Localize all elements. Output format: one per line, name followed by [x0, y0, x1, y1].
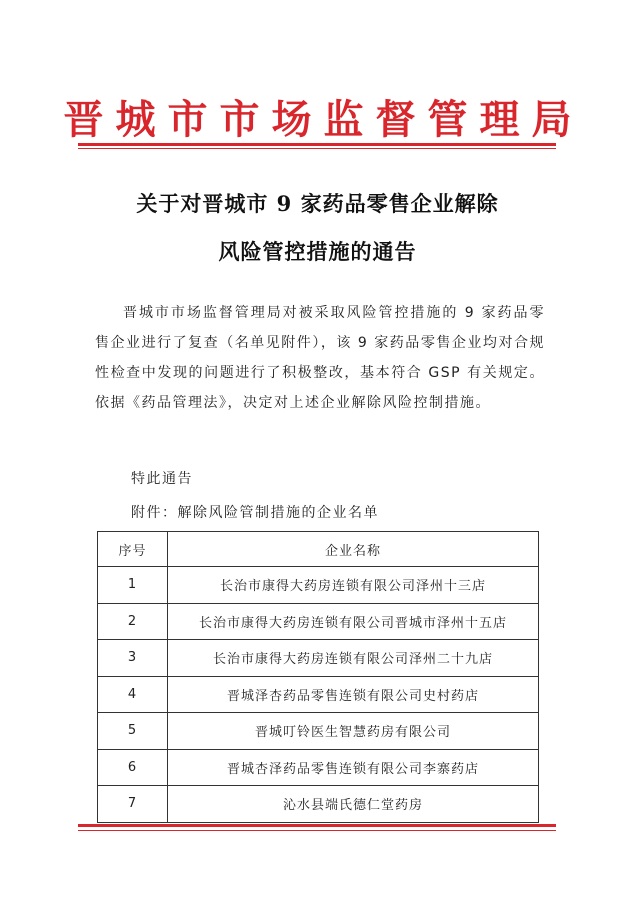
row-serial-number: 4	[98, 676, 168, 713]
table-row	[98, 640, 539, 677]
row-enterprise-name: 长治市康得大药房连锁有限公司泽州二十九店	[168, 640, 539, 677]
row-serial-number: 3	[98, 640, 168, 677]
row-serial-number: 6	[98, 749, 168, 786]
table-header-row	[98, 532, 539, 567]
document-title-line-1: 关于对晋城市 9 家药品零售企业解除	[136, 191, 499, 216]
footer-red-line-thick	[78, 824, 556, 827]
row-serial-number: 1	[98, 567, 168, 604]
org-letterhead-title: 晋城市市场监督管理局	[63, 96, 584, 143]
document-title-line-2: 风险管控措施的通告	[218, 239, 417, 264]
notice-text: 特此通告	[131, 471, 193, 487]
row-enterprise-name: 长治市康得大药房连锁有限公司泽州十三店	[168, 567, 539, 604]
table-row	[98, 713, 539, 750]
row-enterprise-name: 晋城泽杏药品零售连锁有限公司史村药店	[168, 676, 539, 713]
row-serial-number: 7	[98, 786, 168, 823]
document-body-paragraph: 晋城市市场监督管理局对被采取风险管控措施的 9 家药品零售企业进行了复查（名单见附件），该 9 家药品零售企业均对合规性检查中发现的问题进行了积极整改，基本符合 GSP 有关规定。依据《药品管理法》，决定对上述企业解除风险控制措施。	[95, 305, 545, 411]
row-enterprise-name: 晋城叮铃医生智慧药房有限公司	[168, 713, 539, 750]
footer-red-line-thin	[78, 830, 556, 831]
table-row	[98, 676, 539, 713]
header-serial-number: 序号	[98, 532, 168, 567]
table-row	[98, 749, 539, 786]
enterprise-list-table	[97, 531, 539, 823]
row-serial-number: 2	[98, 603, 168, 640]
table-row	[98, 786, 539, 823]
row-enterprise-name: 长治市康得大药房连锁有限公司晋城市泽州十五店	[168, 603, 539, 640]
row-enterprise-name: 晋城杏泽药品零售连锁有限公司李寨药店	[168, 749, 539, 786]
header-enterprise-name: 企业名称	[168, 532, 539, 567]
letterhead-red-line-thick	[78, 143, 556, 146]
letterhead-red-line-thin	[78, 148, 556, 149]
row-enterprise-name: 沁水县端氏德仁堂药房	[168, 786, 539, 823]
attachment-label: 附件：解除风险管制措施的企业名单	[131, 505, 379, 521]
table-row	[98, 567, 539, 604]
table-row	[98, 603, 539, 640]
row-serial-number: 5	[98, 713, 168, 750]
